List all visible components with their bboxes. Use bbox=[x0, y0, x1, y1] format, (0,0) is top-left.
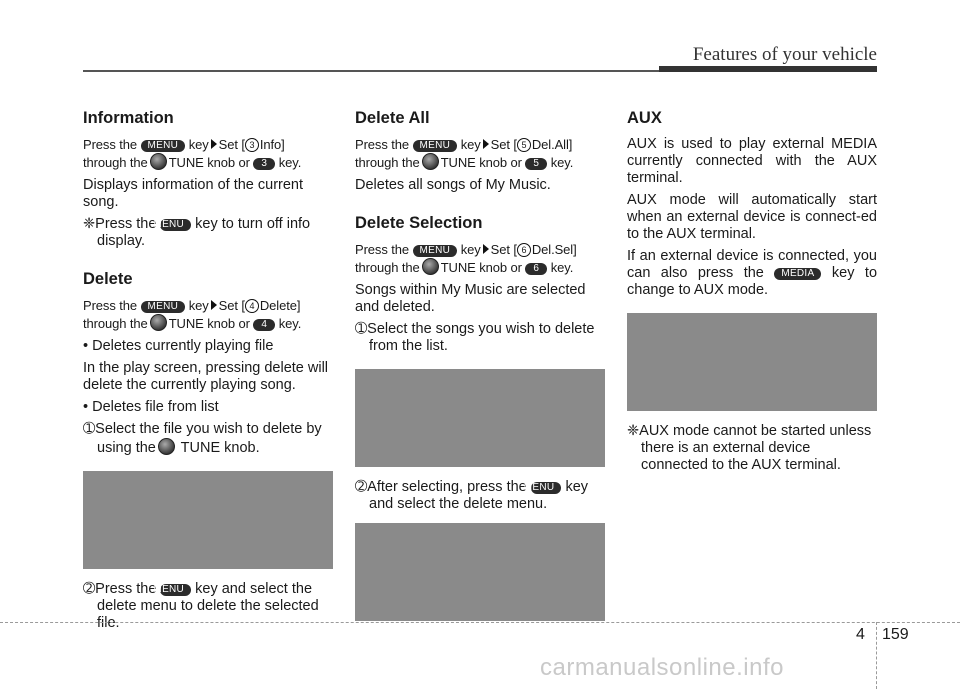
information-instruction-2: through the TUNE knob or 3 key. bbox=[83, 155, 302, 170]
information-note: ❈Press the MENU key to turn off info display. bbox=[83, 216, 311, 249]
aux-note: ❈AUX mode cannot be started unless there is an external device connected to the AUX terminal. bbox=[627, 423, 872, 473]
section-heading-delete-all: Delete All bbox=[355, 109, 430, 127]
delete-instruction: Press the MENU key Set [ 4 Delete] bbox=[83, 298, 301, 313]
number-key-5: 5 bbox=[525, 158, 547, 170]
screen-image-placeholder bbox=[355, 369, 605, 467]
delete-selection-instruction: Press the MENU key Set [ 6 Del.Sel] bbox=[355, 242, 577, 257]
delete-step-1: ➀Select the file you wish to delete by using the TUNE knob. bbox=[83, 421, 322, 456]
delete-selection-step-2: ➁After selecting, press the MENU key and select the delete menu. bbox=[355, 479, 589, 512]
delete-selection-description: Songs within My Music are selected and deleted. bbox=[355, 282, 586, 315]
arrow-right-icon bbox=[211, 300, 217, 310]
section-heading-information: Information bbox=[83, 109, 174, 127]
tune-knob-icon bbox=[150, 153, 167, 170]
arrow-right-icon bbox=[483, 139, 489, 149]
header-title: Features of your vehicle bbox=[692, 44, 877, 65]
number-key-4: 4 bbox=[253, 319, 275, 331]
circled-number-icon: 4 bbox=[245, 299, 259, 313]
aux-paragraph-1: AUX is used to play external MEDIA currently connected with the AUX terminal. bbox=[627, 136, 877, 186]
menu-key: MENU bbox=[160, 219, 191, 231]
menu-key: MENU bbox=[413, 140, 458, 152]
screen-image-placeholder bbox=[355, 523, 605, 621]
information-instruction: Press the MENU key Set [ 3 Info] bbox=[83, 137, 285, 152]
watermark: carmanualsonline.info bbox=[540, 654, 784, 681]
screen-image-placeholder bbox=[83, 471, 333, 569]
media-key: MEDIA bbox=[774, 268, 821, 280]
delete-all-instruction: Press the MENU key Set [ 5 Del.All] bbox=[355, 137, 573, 152]
delete-description: In the play screen, pressing delete will delete the currently playing song. bbox=[83, 360, 329, 393]
column-1 bbox=[83, 108, 333, 637]
tune-knob-icon bbox=[158, 438, 175, 455]
chapter-number: 4 bbox=[856, 626, 865, 643]
number-key-3: 3 bbox=[253, 158, 275, 170]
aux-paragraph-3: If an external device is connected, you can also press the MEDIA key to change to AUX mode. bbox=[627, 248, 878, 298]
column-2 bbox=[355, 108, 605, 633]
delete-bullet-1: • Deletes currently playing file bbox=[83, 338, 274, 354]
number-key-6: 6 bbox=[525, 263, 547, 275]
arrow-right-icon bbox=[211, 139, 217, 149]
menu-key: MENU bbox=[531, 482, 562, 494]
footer-rule bbox=[0, 622, 960, 623]
section-heading-aux: AUX bbox=[627, 109, 662, 127]
menu-key: MENU bbox=[141, 140, 186, 152]
footer-divider bbox=[876, 622, 877, 689]
tune-knob-icon bbox=[150, 314, 167, 331]
column-3 bbox=[627, 108, 877, 479]
delete-selection-instruction-2: through the TUNE knob or 6 key. bbox=[355, 260, 574, 275]
section-heading-delete-selection: Delete Selection bbox=[355, 214, 483, 232]
page-number: 159 bbox=[882, 626, 909, 643]
section-heading-delete: Delete bbox=[83, 270, 133, 288]
screen-image-placeholder bbox=[627, 313, 877, 411]
information-description: Displays information of the current song. bbox=[83, 177, 304, 210]
tune-knob-icon bbox=[422, 153, 439, 170]
menu-key: MENU bbox=[141, 301, 186, 313]
circled-number-icon: 5 bbox=[517, 138, 531, 152]
circled-number-icon: 6 bbox=[517, 243, 531, 257]
circled-number-icon: 3 bbox=[245, 138, 259, 152]
aux-paragraph-2: AUX mode will automatically start when an external device is connect-ed to the AUX terminal. bbox=[627, 192, 877, 242]
delete-selection-step-1: ➀Select the songs you wish to delete from the list. bbox=[355, 321, 595, 354]
delete-all-description: Deletes all songs of My Music. bbox=[355, 177, 551, 193]
delete-all-instruction-2: through the TUNE knob or 5 key. bbox=[355, 155, 574, 170]
tune-knob-icon bbox=[422, 258, 439, 275]
delete-step-2: ➁Press the MENU key and select the delete menu to delete the selected file. bbox=[83, 581, 319, 631]
menu-key: MENU bbox=[413, 245, 458, 257]
delete-instruction-2: through the TUNE knob or 4 key. bbox=[83, 316, 302, 331]
arrow-right-icon bbox=[483, 244, 489, 254]
header-bar bbox=[659, 66, 877, 72]
menu-key: MENU bbox=[160, 584, 191, 596]
delete-bullet-2: • Deletes file from list bbox=[83, 399, 219, 415]
